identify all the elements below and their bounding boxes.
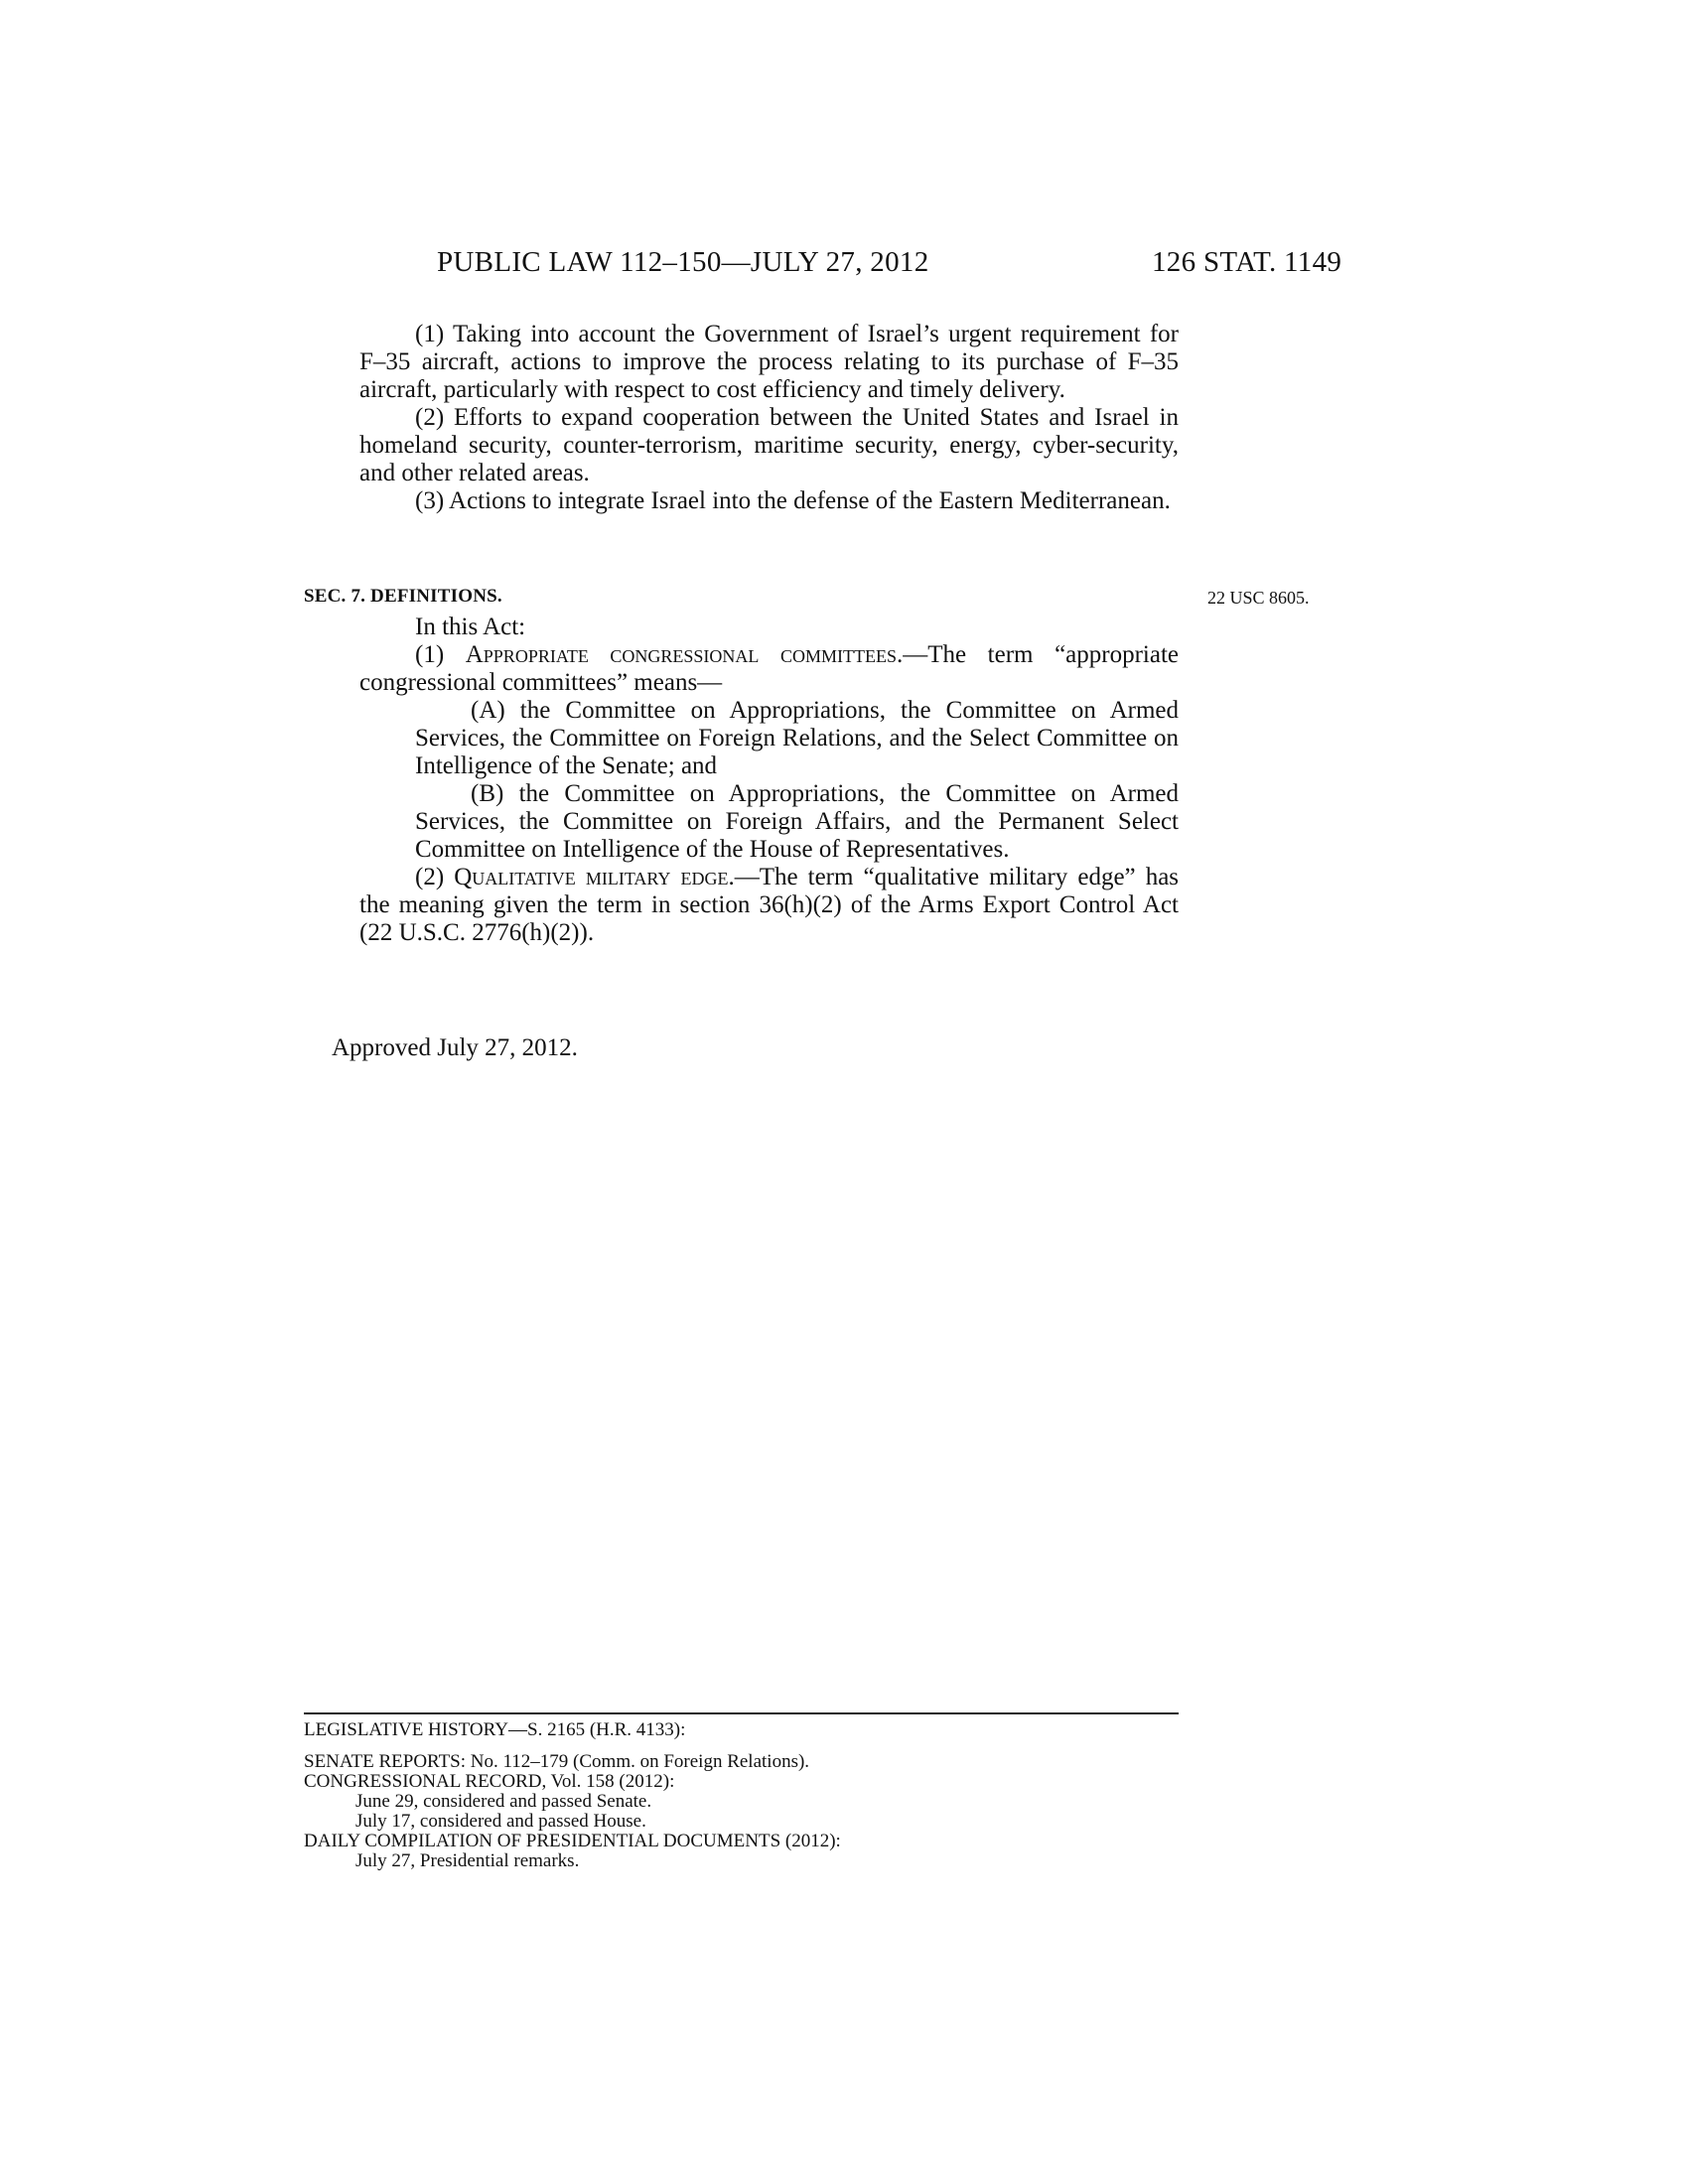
legislative-history-title: LEGISLATIVE HISTORY—S. 2165 (H.R. 4133): [304, 1719, 686, 1740]
paragraph-item-1: (1) Taking into account the Government of Israel’s urgent requirement for F–35 aircraft, actions to improve the process relating to its purchase of F–35 aircraft, particularly with respect to cost efficiency and timely delivery. [359, 321, 1179, 403]
definition-1-text: .—The term “appropriate congressional committees” means— [359, 641, 1179, 696]
definition-2 [359, 864, 1179, 947]
definition-2-term: Qualitative military edge [454, 864, 729, 890]
legislative-history-body [304, 1752, 841, 1871]
running-header-stat-page: 126 STAT. 1149 [1152, 246, 1342, 278]
running-header-law: PUBLIC LAW 112–150—JULY 27, 2012 [437, 246, 929, 278]
daily-compilation-entry: July 27, Presidential remarks. [355, 1850, 580, 1871]
usc-margin-note: 22 USC 8605. [1207, 588, 1310, 608]
paragraph-item-2: (2) Efforts to expand cooperation between the United States and Israel in homeland security, counter-terrorism, maritime security, energy, cyber-security, and other related areas. [359, 404, 1179, 486]
definitions-text [359, 614, 1179, 947]
congressional-record-entry: June 29, considered and passed Senate. [355, 1791, 652, 1812]
congressional-record-entry: July 17, considered and passed House. [355, 1811, 646, 1832]
senate-reports-line: SENATE REPORTS: No. 112–179 (Comm. on Foreign Relations). [304, 1751, 810, 1772]
definition-1 [359, 641, 1179, 697]
section-7-heading: SEC. 7. DEFINITIONS. [304, 586, 502, 607]
daily-compilation-line: DAILY COMPILATION OF PRESIDENTIAL DOCUMENTS (2012): [304, 1831, 841, 1851]
definition-1-subparagraph-a: (A) the Committee on Appropriations, the Committee on Armed Services, the Committee on Foreign Relations, and the Select Committee on Intelligence of the Senate; and [415, 697, 1179, 779]
definition-1-subparagraph-b: (B) the Committee on Appropriations, the Committee on Armed Services, the Committee on Foreign Affairs, and the Permanent Select Committee on Intelligence of the House of Representatives. [415, 780, 1179, 863]
congressional-record-line: CONGRESSIONAL RECORD, Vol. 158 (2012): [304, 1771, 675, 1792]
footnote-divider [304, 1712, 1179, 1714]
definition-2-number: (2) [415, 864, 445, 890]
definition-1-term: Appropriate congressional committees [465, 641, 897, 668]
approval-date: Approved July 27, 2012. [332, 1034, 578, 1061]
paragraph-item-3: (3) Actions to integrate Israel into the defense of the Eastern Mediterranean. [415, 487, 1171, 514]
definition-2-text: .—The term “qualitative military edge” has the meaning given the term in section 36(h)(2) of the Arms Export Control Act (22 U.S.C. 2776(h)(2)). [359, 864, 1180, 946]
definitions-intro: In this Act: [415, 614, 526, 640]
definition-1-number: (1) [415, 641, 445, 668]
section-6-continued-text [359, 321, 1179, 515]
